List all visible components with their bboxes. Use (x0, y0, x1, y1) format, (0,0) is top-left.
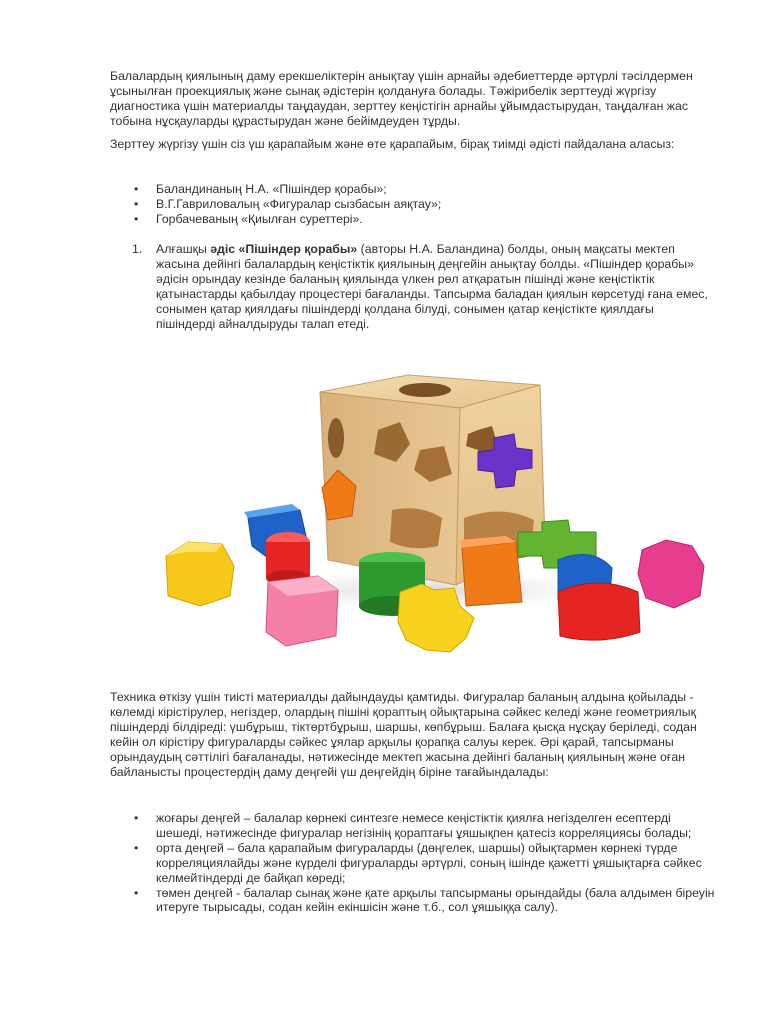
list-item: • орта деңгей – бала қарапайым фигураларды (дөңгелек, шаршы) ойықтармен көрнекі түрде корреляциялайды және күрделі фигураларды әртүрлі, соның ішінде қажетті ұяшықтарға сәйкес келмейтіндерді де байқап көреді; (134, 840, 702, 885)
list-item: 1. Алғашқы әдіс «Пішіндер қорабы» (авторы Н.А. Баландина) болды, оның мақсаты мектеп жасына дейінгі балалардың кеңістіктік қиялының деңгейін анықтау болды. «Пішіндер қорабы» әдісін орындау кезінде баланың қиялында үлкен рөл атқаратын пішінді және кеңістіктік қатынастарды қабылдау процестері бағаланды. Тапсырма баладан қиялын көрсетуді ғана емес, сонымен қатар қиялдағы пішіндерді қолдана білуді, сонымен қатар кеңістікте қиялдағы пішіндерді айналдыруды талап етеді. (132, 242, 708, 331)
bullet-icon: • (134, 885, 139, 900)
bullet-icon: • (134, 182, 139, 196)
numbered-list (110, 242, 715, 331)
list-item: • Горбачеваның «Қиылған суреттері». (134, 211, 363, 226)
list-item: • жоғары деңгей – балалар көрнекі синтезге немесе кеңістіктік қиялға негізделген есептерді шешеді, нәтижесінде фигуралар негізінің қораптағы ұяшықпен қатесіз корреляциясы болады; (134, 811, 692, 840)
shape-sorter-photo (160, 370, 708, 660)
wooden-cube (270, 375, 590, 608)
list-item: • төмен деңгей - балалар сынақ және қате арқылы тапсырманы орындайды (бала алдымен біреуін итеруге тырысады, содан кейін екіншісін және т.б., сол ұяшыққа салу). (134, 885, 715, 915)
intro-paragraph: Балалардың қиялының даму ерекшеліктерін анықтау үшін арнайы әдебиеттерде әртүрлі тәсілдермен ұсынылған проекциялық және сынақ әдістерін қолдануға болады. Тәжірибелік зерттеуді жүргізу диагностика үшін материалды таңдаудан, зерттеу кеңістігін арнайы ұйымдастырудан, таңдалған жас тобына нұсқауларды құрастырудан және бейімдеуден тұрды. (110, 69, 693, 128)
bullet-icon: • (134, 811, 139, 825)
wooden-shape-sorter-cube-icon (160, 370, 708, 660)
methods-intro-paragraph: Зерттеу жүргізу үшін сіз үш қарапайым және өте қарапайым, бірақ тиімді әдісті пайдалана аласыз: (110, 137, 675, 151)
list-item: • Баландинаның Н.А. «Пішіндер қорабы»; (134, 182, 387, 196)
item-number: 1. (132, 242, 143, 256)
methods-list (110, 182, 715, 227)
technique-paragraph: Техника өткізу үшін тиісті материалды дайындауды қамтиды. Фигуралар баланың алдына қойылады - көлемді кірістірулер, негіздер, олардың пішіні қораптың ойықтарына сәйкес келеді және геометриялық пішіндерді білдіреді: үшбұрыш, тіктөртбұрыш, шаршы, көпбұрыш. Балаға қысқа нұсқау беріледі, содан кейін ол кірістіру фигураларды сәйкес ұялар арқылы қорапқа салуы керек. Әрі қарай, тапсырманы орындаудың сәттілігі бағаланады, нәтижесінде мектеп жасына дейінгі баланың қиялының және оған байланысты процестердің даму деңгейі үш деңгейдің біріне тағайындалады: (110, 690, 697, 779)
bullet-icon: • (134, 211, 139, 226)
bullet-icon: • (134, 196, 139, 211)
bullet-icon: • (134, 840, 139, 855)
method-name-bold: әдіс «Пішіндер қорабы» (210, 242, 358, 256)
list-item: • В.Г.Гавриловалың «Фигуралар сызбасын аяқтау»; (134, 196, 442, 211)
levels-list (110, 811, 715, 915)
